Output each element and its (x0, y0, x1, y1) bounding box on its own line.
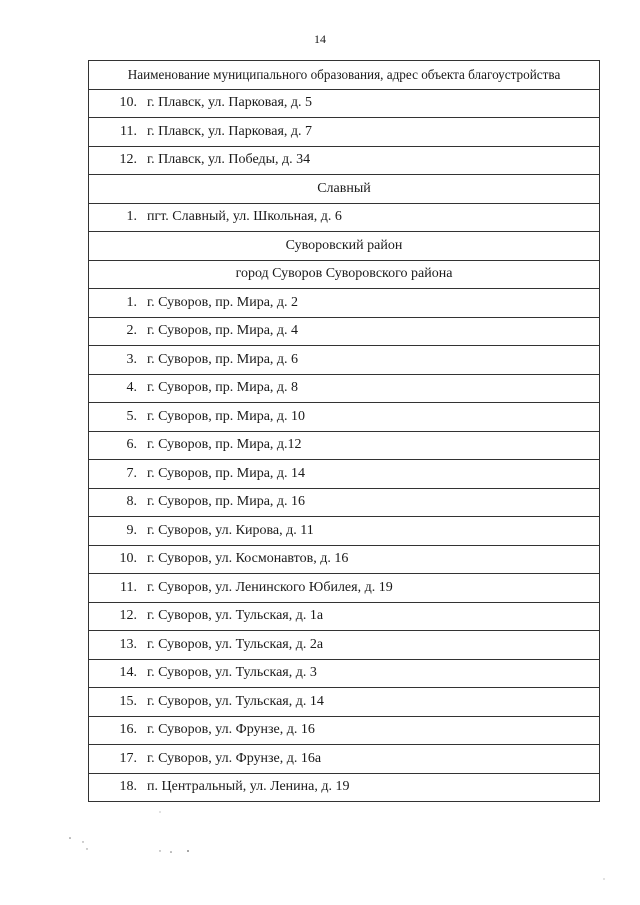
row-address: г. Суворов, пр. Мира, д.12 (147, 437, 302, 453)
row-number: 15. (119, 693, 137, 709)
table-header: Наименование муниципального образования, адрес объекта благоустройства (89, 61, 599, 90)
row-number: 16. (119, 722, 137, 738)
table-row (89, 318, 599, 347)
table-row (89, 517, 599, 546)
row-number: 12. (119, 152, 137, 168)
table-row (89, 717, 599, 746)
table-row (89, 118, 599, 147)
row-address: г. Суворов, ул. Кирова, д. 11 (147, 522, 314, 538)
section-row: Славный (89, 175, 599, 204)
row-address: п. Центральный, ул. Ленина, д. 19 (147, 779, 350, 795)
row-number: 13. (119, 636, 137, 652)
table-row (89, 574, 599, 603)
row-number: 11. (120, 579, 137, 595)
row-number: 11. (120, 123, 137, 139)
row-address: г. Суворов, пр. Мира, д. 8 (147, 380, 299, 396)
row-number: 5. (126, 408, 137, 424)
row-address: г. Суворов, пр. Мира, д. 16 (147, 494, 306, 510)
table-row (89, 745, 599, 774)
row-address: г. Суворов, пр. Мира, д. 14 (147, 465, 306, 481)
row-address: г. Суворов, пр. Мира, д. 6 (147, 351, 299, 367)
table-row (89, 147, 599, 176)
row-number: 8. (126, 494, 137, 510)
row-address: г. Суворов, пр. Мира, д. 2 (147, 294, 299, 310)
table-row (89, 546, 599, 575)
row-number: 1. (126, 209, 137, 225)
table-row (89, 489, 599, 518)
row-number: 17. (119, 750, 137, 766)
table-row (89, 204, 599, 233)
table-row (89, 289, 599, 318)
table-row (89, 460, 599, 489)
table-row (89, 90, 599, 119)
row-address: г. Плавск, ул. Победы, д. 34 (147, 152, 311, 168)
table-row (89, 688, 599, 717)
table-row (89, 432, 599, 461)
row-address: г. Суворов, ул. Тульская, д. 14 (147, 693, 324, 709)
row-address: г. Суворов, ул. Ленинского Юбилея, д. 19 (147, 579, 393, 595)
row-address: г. Плавск, ул. Парковая, д. 7 (147, 123, 313, 139)
row-number: 14. (119, 665, 137, 681)
row-number: 7. (126, 465, 137, 481)
address-table (88, 60, 600, 802)
row-number: 4. (126, 380, 137, 396)
row-number: 1. (126, 294, 137, 310)
section-row: город Суворов Суворовского района (89, 261, 599, 290)
table-row (89, 375, 599, 404)
row-address: г. Плавск, ул. Парковая, д. 5 (147, 95, 313, 111)
row-address: г. Суворов, пр. Мира, д. 10 (147, 408, 306, 424)
row-address: г. Суворов, ул. Космонавтов, д. 16 (147, 551, 349, 567)
row-number: 18. (119, 779, 137, 795)
table-row (89, 346, 599, 375)
row-address: г. Суворов, ул. Тульская, д. 1а (147, 608, 324, 624)
table-row (89, 660, 599, 689)
row-address: г. Суворов, ул. Фрунзе, д. 16 (147, 722, 315, 738)
row-address: пгт. Славный, ул. Школьная, д. 6 (147, 209, 342, 225)
table-body (89, 90, 599, 803)
row-number: 2. (126, 323, 137, 339)
page-number: 14 (314, 32, 326, 46)
section-row: Суворовский район (89, 232, 599, 261)
row-number: 3. (126, 351, 137, 367)
table-row (89, 603, 599, 632)
row-address: г. Суворов, ул. Фрунзе, д. 16а (147, 750, 322, 766)
row-number: 10. (119, 551, 137, 567)
row-address: г. Суворов, ул. Тульская, д. 2а (147, 636, 324, 652)
row-number: 12. (119, 608, 137, 624)
table-row (89, 774, 599, 803)
row-number: 10. (119, 95, 137, 111)
table-row (89, 631, 599, 660)
row-number: 6. (126, 437, 137, 453)
row-address: г. Суворов, ул. Тульская, д. 3 (147, 665, 317, 681)
table-row (89, 403, 599, 432)
row-number: 9. (126, 522, 137, 538)
row-address: г. Суворов, пр. Мира, д. 4 (147, 323, 299, 339)
